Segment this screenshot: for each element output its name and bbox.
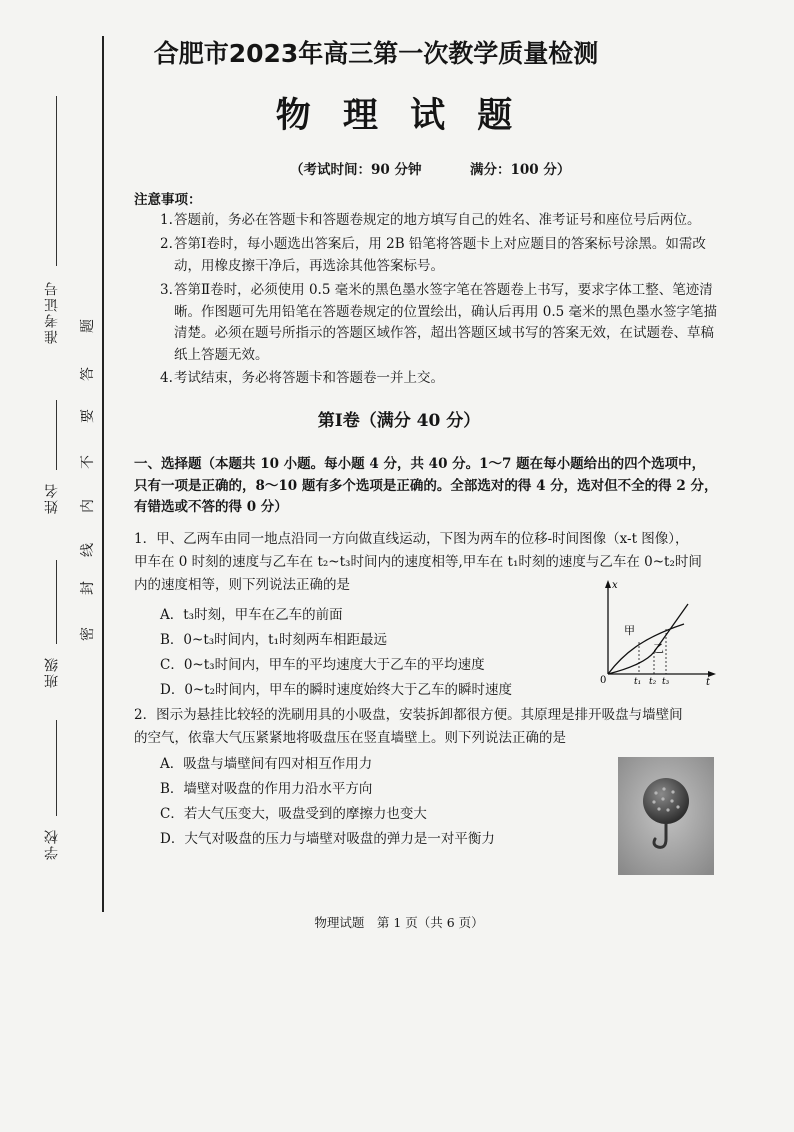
q1-option-a: A．t₃时刻，甲车在乙车的前面	[160, 607, 343, 623]
note-text: 答第Ⅰ卷时，每小题选出答案后，用 2B 铅笔将答题卡上对应题目的答案标号涂黑。如需改动，用橡皮擦干净后，再选涂其他答案标号。	[174, 236, 706, 274]
t3-label: t₃	[662, 677, 670, 686]
note-number: 4.	[160, 370, 173, 386]
q2-option-b: B．墙壁对吸盘的作用力沿水平方向	[160, 781, 373, 797]
question-line: 内的速度相等，则下列说法正确的是	[134, 577, 350, 593]
exam-number-label: 准考证号	[44, 280, 60, 344]
q1-option-d: D．0~t₂时间内，甲车的瞬时速度始终大于乙车的瞬时速度	[160, 682, 513, 698]
name-field	[30, 400, 70, 520]
seal-word: 不	[80, 455, 96, 469]
origin-label: 0	[600, 675, 607, 686]
question-line: 甲车在 0 时刻的速度与乙车在 t₂~t₃时间内的速度相等,甲车在 t₁时刻的速度与乙车在 0~t₂时间	[134, 554, 702, 570]
note-item	[160, 210, 720, 232]
part-heading-line: 只有一项是正确的，8～10 题有多个选项是正确的。全部选对的得 4 分，选对但不全的得 2 分，	[134, 477, 718, 494]
name-underline	[56, 400, 57, 470]
school-underline	[56, 720, 57, 816]
school-label: 学校	[44, 828, 60, 860]
question-2-stem	[134, 704, 724, 750]
class-underline	[56, 560, 57, 644]
section-title: 第Ⅰ卷（满分 40 分）	[317, 411, 481, 431]
seal-word: 密	[80, 627, 96, 641]
curve-a	[608, 624, 684, 674]
curve-b-label: 乙	[653, 642, 664, 655]
seal-word: 线	[80, 543, 96, 557]
q2-option-a: A．吸盘与墙壁间有四对相互作用力	[160, 756, 373, 772]
school-field	[30, 720, 70, 860]
suction-cup	[643, 778, 689, 824]
xt-graph	[598, 578, 718, 686]
suction-cup-photo	[618, 757, 714, 875]
seal-word: 答	[80, 367, 96, 381]
question-line: 1．甲、乙两车由同一地点沿同一方向做直线运动，下图为两车的位移-时间图像（x-t 图像），	[134, 531, 689, 547]
exam-time: （考试时间：90 分钟	[290, 162, 422, 178]
seal-word: 封	[80, 581, 96, 595]
q1-option-c: C．0~t₃时间内，甲车的平均速度大于乙车的平均速度	[160, 657, 485, 673]
part-heading-line: 有错选或不答的得 0 分）	[134, 499, 288, 515]
seal-word: 题	[80, 319, 96, 333]
y-axis-arrow	[605, 580, 611, 588]
note-item	[160, 234, 720, 278]
t1-label: t₁	[634, 677, 642, 686]
exam-number-underline	[56, 96, 57, 266]
page-footer: 物理试题 第 1 页（共 6 页）	[314, 915, 484, 930]
note-item	[160, 280, 720, 368]
binding-margin	[0, 0, 104, 1132]
exam-score: 满分：100 分）	[470, 162, 571, 178]
note-text: 答第Ⅱ卷时，必须使用 0.5 毫米的黑色墨水签字笔在答题卷上书写，要求字体工整、笔迹清晰。作图题可先用铅笔在答题卷规定的位置绘出，确认后再用 0.5 毫米的黑色墨水签字笔描清楚。必须在题号所指示的答题区域作答，超出答题区域书写的答案无效，在试题卷、草稿纸上答题无效。	[174, 282, 718, 363]
subject-title: 物 理 试 题	[275, 95, 523, 136]
note-number: 3.	[160, 282, 173, 298]
question-line: 2．图示为悬挂比较轻的洗刷用具的小吸盘，安装拆卸都很方便。其原理是排开吸盘与墙壁间	[134, 707, 683, 723]
q2-option-d: D．大气对吸盘的压力与墙壁对吸盘的弹力是一对平衡力	[160, 831, 495, 847]
part-heading-line: 一、选择题（本题共 10 小题。每小题 4 分，共 40 分。1～7 题在每小题给出的四个选项中，	[134, 456, 706, 472]
notes-heading: 注意事项：	[134, 192, 202, 208]
seal-word: 内	[80, 499, 96, 513]
seal-word: 要	[80, 409, 96, 423]
note-text: 答题前，务必在答题卡和答题卷规定的地方填写自己的姓名、准考证号和座位号后两位。	[174, 212, 701, 228]
note-number: 1.	[160, 212, 173, 228]
note-text: 考试结束，务必将答题卡和答题卷一并上交。	[174, 370, 444, 386]
name-label: 姓名	[44, 482, 60, 514]
note-number: 2.	[160, 236, 173, 252]
question-line: 的空气，依靠大气压紧紧地将吸盘压在竖直墙壁上。则下列说法正确的是	[134, 730, 566, 746]
part-heading	[134, 454, 724, 519]
t2-label: t₂	[649, 677, 657, 686]
exam-number-field	[30, 96, 70, 366]
exam-name: 合肥市2023年高三第一次教学质量检测	[153, 39, 599, 68]
note-item	[160, 368, 720, 390]
curve-a-label: 甲	[624, 624, 635, 637]
binding-line	[102, 36, 104, 912]
q2-option-c: C．若大气压变大，吸盘受到的摩擦力也变大	[160, 806, 427, 822]
class-label: 班级	[44, 656, 60, 688]
y-axis-label: x	[612, 580, 618, 591]
class-field	[30, 560, 70, 690]
x-axis-label: t	[706, 677, 711, 686]
q1-option-b: B．0~t₃时间内，t₁时刻两车相距最远	[160, 632, 387, 648]
